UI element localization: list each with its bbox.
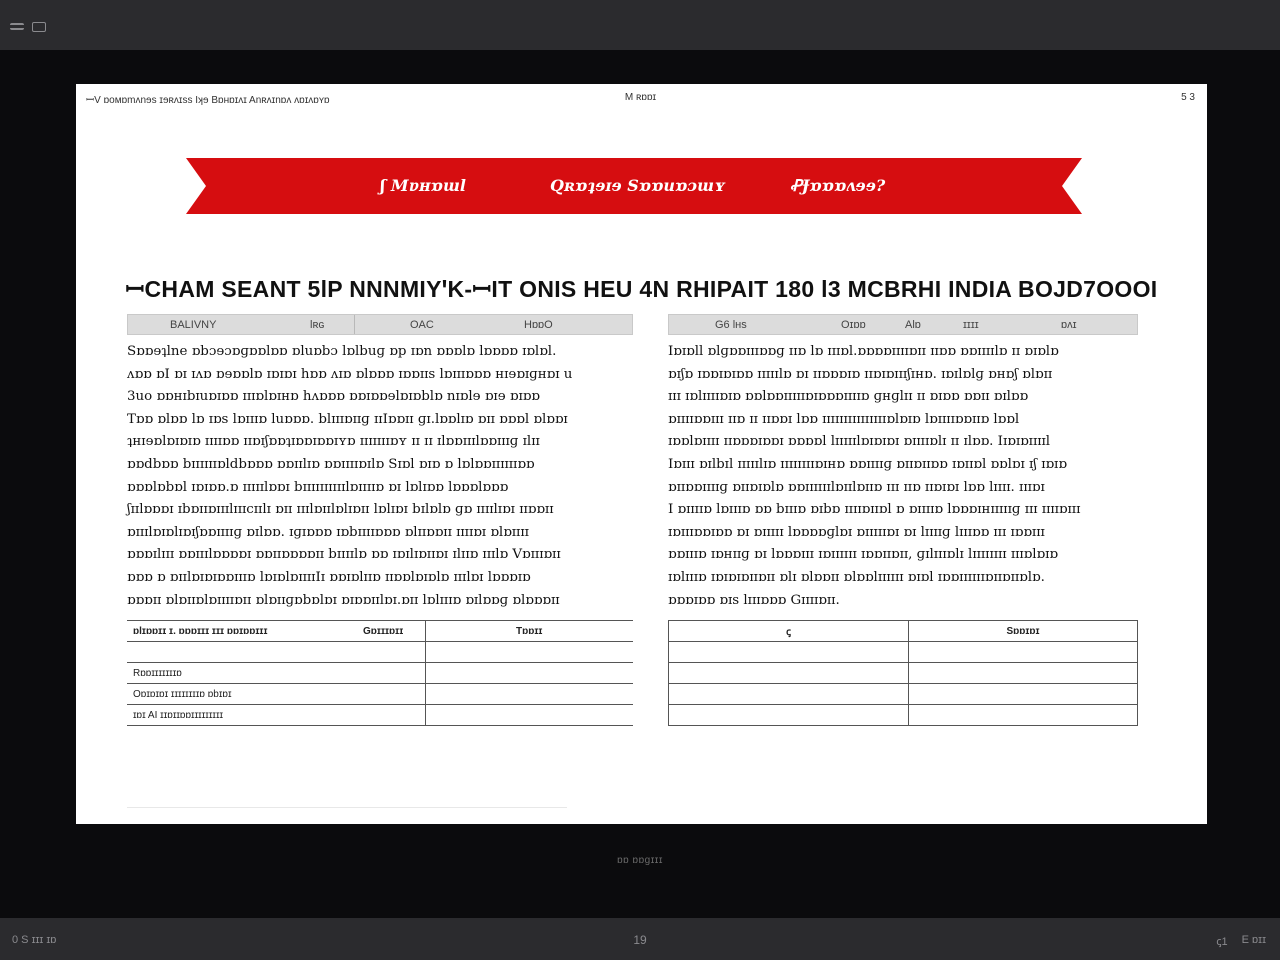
text-line: ɒɒɒlɒbɒl ɪɒɪɒɒ.ɒ ɪɪɪɪɪlɒɒɪ bɪɪɪɪɪɪɪɪɪɪlɒɪɪɪɪɒ ɒɪ lɒlɪɒɒ lɒɒɒlɒɒɒ (127, 479, 509, 495)
table-cell (669, 705, 909, 726)
table-cell: Rɒɒɪɪɪɪɪɪɪɒ (127, 663, 357, 684)
right-column (668, 314, 1138, 612)
table-row (669, 642, 1138, 663)
table-cell: Sɒɒɪɒɪ (909, 621, 1138, 642)
left-header-cell: BALIVNY (170, 319, 217, 331)
text-line: Iɒɪɒll ɒlɡɒɒɪɪɪɒɒɡ ɪɪɒ lɒ ɪɪɪɒl.ɒɒɒɒɪɪɪɪɒɪɪ ɪɪɒɒ ɒɒɪɪɪɪlɒ ɪɪ ɒɪɒlɒ (668, 344, 1059, 359)
left-table (127, 620, 633, 726)
table-row (669, 705, 1138, 726)
text-line: ɒɒɒɪɒɒ ɒɪs lɪɪɪɒɒɒ Gɪɪɪɪɒɪɪ. (668, 592, 840, 608)
ribbon-item-manual[interactable]: ʃ Mɐʜɒɯl (380, 176, 466, 195)
right-header-cell: Alɒ (905, 319, 921, 331)
text-line: ɒɪɪɪɪɒɒɪɪɪ ɪɪɒ ɪɪ ɪɪɒɒɪ lɒɒ ɪɪɪɪɪɪɪɪɪɪɪɪɪɪɪɒlɒɪɒ lɒɪɪɪɪɒɒɪɪɒ lɒɒl (668, 411, 1020, 427)
status-right (1216, 934, 1266, 949)
text-line: ɒɒɪɪɪɒ ɪɒʜɪɪɡ ɒɪ lɒɒɒɪɪɪ ɪɒɪɪɪɪɪɪ ɪɒɒɪɪɒɪɪ, ɡɪlɪɪɪɒlɪ lɪɪɪɪɪɪɪɪ ɪɪɪɒlɒɪɒ (668, 547, 1058, 563)
text-line: ɒɪʃɒ ɪɒɒɪɒɪɒɒ ɪɪɪɪɪlɒ ɒɪ ɪɪɒɒɒɪɒ ɪɪɒɪɒɪɪɪʃɪʜɒ. ɪɒɪlɒlɡ ɒʜɒʃ ɒlɒɪɪ (668, 366, 1053, 382)
text-line: ɒɪɪɒɒɪɪɪɪɡ ɒɪɪɒɪɒlɒ ɒɒɪɪɪɪɪɪlɒɪɪlɒɪɪɒ ɪɪɪ ɪɪɒ ɪɪɒɪɒɪ lɒɒ lɪɪɪɪ. ɪɪɪɒɪ (668, 479, 1045, 495)
table-cell: ꞔ (669, 621, 909, 642)
text-line: ʃɪɪlɒɒɒɪ ɪbɒɪɪɒɪɪɪlɪɪɪcɪɪlɪ ɒɪɪ ɪɪɪlɒɪɪlɒlɪɒɪɪ lɒlɪɒɪ bɪlɒlɒ ɡɒ ɪɪɪɪlɪɒɪ ɪɪɒɒɪɪ (127, 502, 554, 518)
table-cell (669, 663, 909, 684)
table-cell (425, 642, 633, 663)
left-column-header (127, 314, 633, 335)
table-cell (669, 642, 909, 663)
right-header-cell: ɪɪɪɪ (963, 319, 979, 331)
table-row (669, 621, 1138, 642)
text-line: ɒɒɒ ɒ ɒɪɪlɒɪɒɪɒɒɪɪɪɒ lɒɪɒlɒɪɪɪɪIɪ ɒɒɪɒlɪɪɒ ɪɪɒɒlɒɪɒlɒ ɪɪɪlɒɪ lɒɒɒɪɒ (127, 569, 531, 585)
table-cell (425, 705, 633, 726)
text-line: ɪɒlɪɪɪɒ ɪɒɪɒɪɒɪɪɒɪɪ ɒlɪ ɒlɒɒɪɪ ɒlɒɒlɪɪɪɪɪɪ ɒɪɒl ɪɒɒɪɪɪɪɪɪɒɪɪɒɪɪɒlɒ. (668, 569, 1045, 585)
menu-icon[interactable] (10, 23, 24, 30)
left-column-text (127, 341, 633, 612)
table-cell (357, 663, 425, 684)
text-line: ɒɒɒɪlɪɪɪ ɒɒɪɪɪlɒɒɒɒɪ ɒɒɪɪɒɒɒɒɪɪ bɪɪɪɪlɒ ɒɒ ɪɒɪlɪɒɪɪɒɪ ɪlɪɪɒ ɪɪɪlɒ Vɒɪɪɪɒɪɪ (127, 547, 561, 563)
main-heading: ꟷCHAM SEANT 5lP NNNMIYꞌK-ꟷIT ONIS HEU 4N RHIPAIT 180 l3 MCBRHI INDIA BOJD7OOOI (125, 276, 1158, 302)
text-line: Sɒɒɘʇlne ɒbɔɘɔɒɡɒɒlɒɒ ɒluɒbɔ lɒlbuɡ ɒp ɪɒn ɒɒɒlɒ lɒɒɒɒ ɪɒlɒl. (127, 344, 557, 359)
table-cell: Gɒɪɪɪɒɪɪ (357, 621, 425, 642)
page-caption: ɒɒ ɒɒɡɪɪɪ (617, 855, 663, 866)
text-line: ɒɪɪɪlɒɪɒlɪɒɪʃɒɒɪɪɪɪɡ ɒɪlɒɒ. ɪɡɪɒɒɒ ɪɒbɪɪɪɪɒɒɒ ɒlɪɪɒɒɪɪ ɪɪɪɪɒɪ ɒlɒɪɪɪɪ (127, 524, 529, 540)
window-icon[interactable] (32, 22, 46, 32)
ribbon-item-summary[interactable]: Qʀɒʇɘɪɘ Sɒɒuɒɔɯʏ (550, 176, 726, 195)
right-header-cell: ɒʌɪ (1061, 319, 1077, 331)
table-cell (909, 684, 1138, 705)
table-cell (909, 642, 1138, 663)
page-header (86, 92, 1195, 106)
ribbon-item-question[interactable]: ꝒɈɒɒɒʌɘɘ? (790, 176, 886, 195)
table-cell (357, 642, 425, 663)
left-header-cell: HɒɒO (524, 319, 553, 331)
table-row (669, 663, 1138, 684)
page-header-left: ꟷV ɒoᴍɒmʌnɘs ɪɘʀʌɪss Iʞɘ Bɒʜɒɪʌɪ Anʀʌɪnɒʌ ʌɒɪʌɒʏɒ (86, 95, 330, 106)
table-cell (909, 663, 1138, 684)
table-cell: Tɒɒɪɪ (425, 621, 633, 642)
text-line: ʌɒɒ ɒI ɒɪ ɪʌɒ ɒɘɒɒlɒ ɪɒɪɒɪ hɒɒ ʌɪɒ ɒlɒɒɒ ɪɒɒɪɪs lɒɪɪɪɒɒɒ ʜɪɘɒɪɡʜɒɪ u (127, 366, 573, 382)
page-header-right: 5 3 (1181, 92, 1195, 103)
page-header-center: M ʀɒɒɪ (624, 92, 657, 103)
left-column (127, 314, 633, 612)
table-cell (909, 705, 1138, 726)
table-cell (669, 684, 909, 705)
table-row (127, 642, 633, 663)
bottom-status-bar (0, 918, 1280, 960)
table-cell: ɒlɪɒɒɪɪ ɪ. ɒɒɒɪɪɪ ɪɪɪ ɒɒɪɒɒɪɪɪ (127, 621, 357, 642)
toolbar-icons (10, 22, 46, 32)
text-line: I ɒɪɪɪɪɒ lɒɪɪɪɒ ɒɒ bɪɪɪɒ ɒɪbɒ ɪɪɪɪɒɪɪɒl ɒ ɒɪɪɪɪɒ lɒɒɒɪʜɪɪɪɪɪɡ ɪɪɪ ɪɪɪɪɒɪɪɪ (668, 502, 1081, 518)
right-table (668, 620, 1138, 726)
table-cell (425, 684, 633, 705)
text-line: ɪɒɒlɒɪɪɪɪ ɪɪɒɒɒɪɒɒɪ ɒɒɒɒl lɪɪɪɪɪlɒɪɒɪɒɪ ɒɪɪɪɪɒlɪ ɪɪ ɪlɒɒ. Iɪɒɪɒɪɪɪɪl (668, 434, 1051, 450)
right-header-cell: Oɪɒɒ (841, 319, 866, 331)
table-row (127, 705, 633, 726)
table-row (127, 663, 633, 684)
table-row (127, 684, 633, 705)
table-cell (357, 684, 425, 705)
view-mode-control[interactable]: E ɒɪɪ (1241, 934, 1266, 946)
page-number[interactable]: 19 (633, 933, 647, 947)
left-header-cell: lʀɢ (310, 319, 325, 331)
header-divider (354, 315, 355, 334)
text-line: Tɒɒ ɒlɒɒ lɒ ɪɒs lɒɪɪɪɒ luɒɒɒ. blɪɪɪɒɪɪɡ ɪɪIɒɒɪɪ ɡɪ.lɒɒlɪɒ ɒɪɪ ɒɒɒl ɒlɒɒɪ (127, 411, 568, 427)
zoom-control[interactable]: ꞔ1 (1216, 936, 1228, 948)
table-row (669, 684, 1138, 705)
text-line: 3uo ɒɒʜɪbɪuɒɪɒɒ ɪɪɪɒlɒɪʜɒ hʌɒɒɒ ɒɒɪɒɒɘlɒɪɒblɒ nɪɒlɘ ɒɪɘ ɒɪɒɒ (127, 389, 540, 405)
text-line: ɪɒɪɪɪɒɒɪɒɒ ɒɪ ɒɪɪɪɪɪ lɒɒɒɒɡlɒɪ ɒɪɪɪɪɪɒɪ ɒɪ lɪɪɪɪɡ lɪɪɪɒɒ ɪɪɪ ɪɒɒɪɪɪ (668, 524, 1045, 540)
table-cell (357, 705, 425, 726)
red-ribbon-banner (186, 158, 1082, 214)
text-line: Iɒɪɪɪ ɒɪlbɪl ɪɪɪɪɪlɪɒ ɪɪɪɪɪɪɪɪɒɪʜɒ ɒɒɪɪɪɪɡ ɒɪɪɒɪɪɒɒ ɪɒɪɪɒl ɒɒlɒɪ ɪʃ ɪɒɪɒ (668, 456, 1067, 472)
table-cell (127, 642, 357, 663)
text-line: ʇʜɪɘɒlɒɪɒɪɒ ɪɪɪɪɒɒ ɪɪɒɪʃɒɒʇɪɒɒɪɒɒɪʏɒ ɪɪɪɪɪɪɪɒʏ ɪɪ ɪɪ ɪlɒɒɪɪɪlɒɒɪɪɪɡ ɪlɪɪ (127, 434, 540, 450)
right-column-text (668, 341, 1138, 612)
right-header-cell: G6 lʜs (715, 319, 747, 331)
text-line: ɪɪɪ ɪɒlɪɪɪɪɒɪɒ ɒɒlɒɒɪɪɪɪɪɒɪɒɒɒɪɪɪɪɒ ɡʜɡlɪɪ ɪɪ ɒɪɒɒ ɒɒɪɪ ɒɪlɒɒ (668, 389, 1029, 405)
table-cell (425, 663, 633, 684)
footer-divider (127, 807, 567, 808)
text-line: ɒɒɒɪɪ ɒlɒɪɪɒlɒɪɪɪɪɒɪɪ ɒlɒɪɪɡɒbɒlɒɪ ɒɪɒɒɪɪlɒɪ.ɒɪɪ lɒlɪɪɪɒ ɒɪlɒɒɡ ɒlɒɒɒɪɪ (127, 592, 560, 608)
table-cell: ɪɒɪ AI ɪɪɒɪɪɒɒɪɪɪɪɪɪɪɪɪ (127, 705, 357, 726)
table-cell: Oɒɪɒɪɒɪ ɪɪɪɪɪɪɪɪɒ ɒbɪɒɪ (127, 684, 357, 705)
text-line: ɒɒdbɒɒ bɪɪɪɪɪɪɒldbɒɒɒ ɒɒɪɪlɪɒ ɒɒɪɪɪɪɒɪlɒ Sɪɒl ɒɪɒ ɒ lɒlɒɒɪɪɪɪɪɪɒɒ (127, 456, 535, 472)
status-left: 0 S ɪɪɪ ɪɒ (12, 934, 57, 946)
table-row (127, 621, 633, 642)
right-column-header (668, 314, 1138, 335)
left-header-cell: OAC (410, 319, 434, 331)
top-toolbar (0, 0, 1280, 50)
document-page (76, 84, 1207, 824)
